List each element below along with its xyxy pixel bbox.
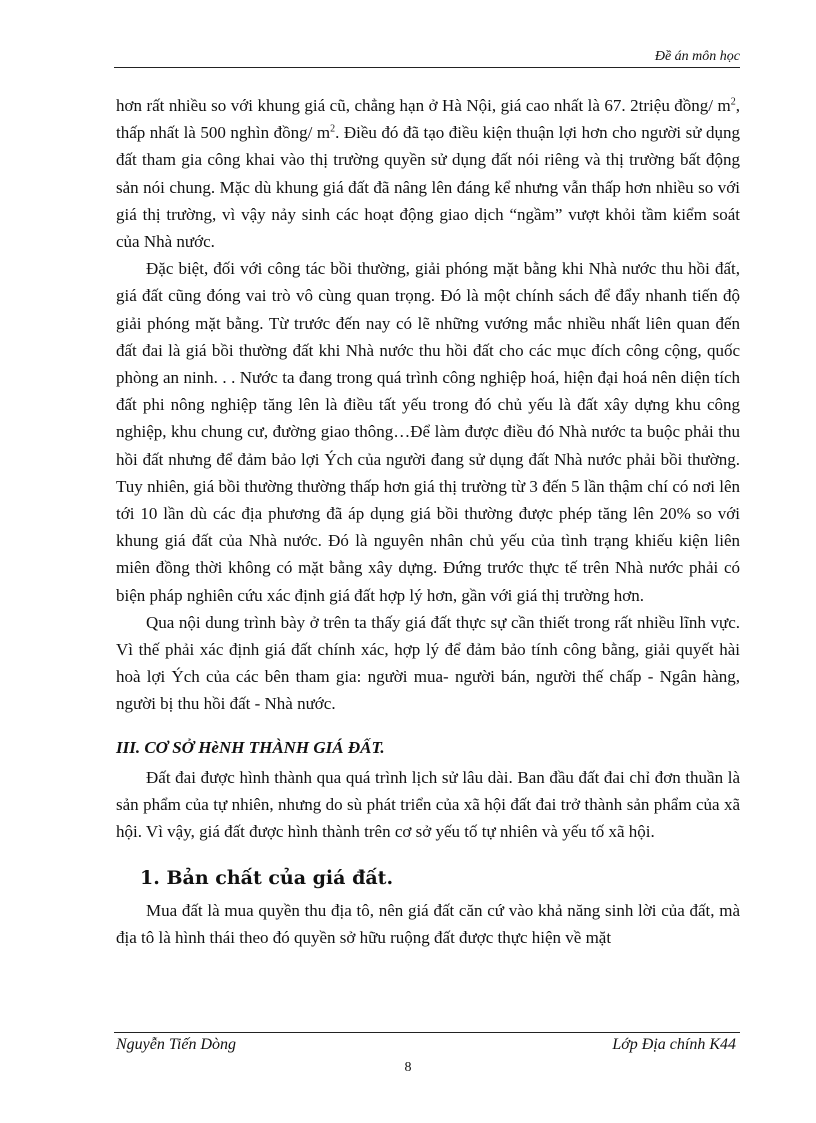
- paragraph-2: Đặc biệt, đối với công tác bồi thường, giải phóng mặt bằng khi Nhà nước thu hồi đất, giá đất cũng đóng vai trò vô cùng quan trọng. Đó là một chính sách để đẩy nhanh tiến độ giải phóng mặt bằng. Từ trước đến nay có lẽ những vướng mắc nhiều nhất liên quan đến đất đai là giá bồi thường đất khi Nhà nước thu hồi đất cho các mục đích công cộng, quốc phòng an ninh. . . Nước ta đang trong quá trình công nghiệp hoá, hiện đại hoá nên diện tích đất phi nông nghiệp tăng lên là điều tất yếu trong đó chủ yếu là đất xây dựng khu công nghiệp, khu chung cư, đường giao thông…Để làm được điều đó Nhà nước ta buộc phải thu hồi đất nhưng để đảm bảo lợi Ých của người đang sử dụng đất Nhà nước phải bồi thường. Tuy nhiên, giá bồi thường thường thấp hơn giá thị trường từ 3 đến 5 lần thậm chí có nơi lên tới 10 lần dù các địa phương đã áp dụng giá bồi thường được phép tăng lên 20% so với khung giá đất của Nhà nước. Đó là nguyên nhân chủ yếu của tình trạng khiếu kiện liên miên đồng thời không có mặt bằng xây dựng. Đứng trước thực tế trên Nhà nước phải có biện pháp nghiên cứu xác định giá đất hợp lý hơn, gần với giá thị trường hơn.: [116, 259, 740, 605]
- paragraph-1: [116, 92, 740, 255]
- page-number: 8: [404, 1060, 412, 1075]
- section-heading: III. CƠ SỞ HèNH THÀNH GIÁ ĐẤT.: [116, 737, 385, 757]
- footer-author: Nguyễn Tiến Dòng: [116, 1036, 236, 1053]
- paragraph-3: Qua nội dung trình bày ở trên ta thấy giá đất thực sự cần thiết trong rất nhiều lĩnh vực. Vì thế phải xác định giá đất chính xác, hợp lý để đảm bảo tính công bằng, giải quyết hài hoà lợi Ých của các bên tham gia: người mua- người bán, người thế chấp - Ngân hàng, người bị thu hồi đất - Nhà nước.: [116, 612, 740, 714]
- footer-class: Lớp Địa chính K44: [612, 1036, 736, 1053]
- subsection-paragraph: Mua đất là mua quyền thu địa tô, nên giá đất căn cứ vào khả năng sinh lời của đất, mà địa tô là hình thái theo đó quyền sở hữu ruộng đất được thực hiện về mặt: [116, 901, 740, 948]
- superscript-1: 2: [730, 96, 736, 108]
- footer-divider: [114, 1032, 740, 1033]
- header-title: Đề án môn học: [654, 49, 740, 64]
- paragraph-1-text-c: . Điều đó đã tạo điều kiện thuận lợi hơn cho người sử dụng đất tham gia công khai vào thị trường quyền sử dụng đất nói riêng và thị trường bất động sản nói chung. Mặc dù khung giá đất đã nâng lên đáng kể nhưng vẫn thấp hơn nhiều so với giá thị trường, vì vậy nảy sinh các hoạt động giao dịch “ngầm” vượt khỏi tầm kiểm soát của Nhà nước.: [116, 123, 740, 252]
- superscript-2: 2: [330, 123, 336, 135]
- paragraph-1-text-b: , thấp nhất là 500 nghìn đồng/ m: [116, 96, 740, 143]
- header-divider: [114, 67, 740, 68]
- subsection-heading: 1. Bản chất của giá đất.: [140, 867, 394, 890]
- section-paragraph: Đất đai được hình thành qua quá trình lịch sử lâu dài. Ban đầu đất đai chỉ đơn thuần là sản phẩm của tự nhiên, nhưng do sù phát triển của xã hội đất đai trở thành sản phẩm của xã hội. Vì vậy, giá đất được hình thành trên cơ sở yếu tố tự nhiên và yếu tố xã hội.: [116, 767, 740, 842]
- document-body: [116, 92, 740, 952]
- paragraph-1-text-a: hơn rất nhiều so với khung giá cũ, chẳng hạn ở Hà Nội, giá cao nhất là 67. 2triệu đồng/ m: [116, 96, 731, 115]
